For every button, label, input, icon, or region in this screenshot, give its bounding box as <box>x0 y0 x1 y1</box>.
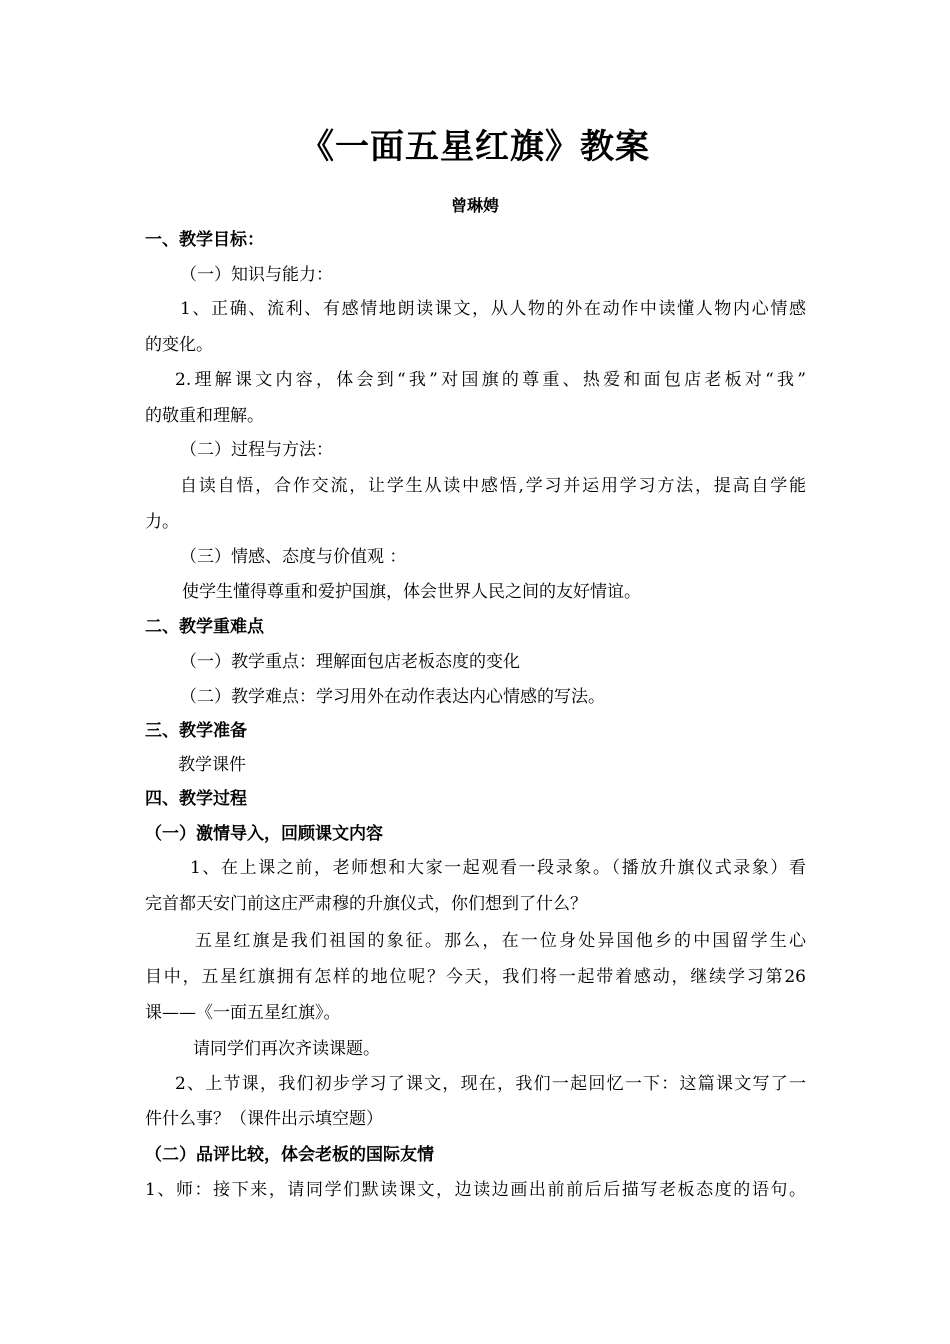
paragraph-line: 的变化。 <box>145 335 213 355</box>
paragraph-line: 完首都天安门前这庄严肃穆的升旗仪式，你们想到了什么？ <box>145 894 587 914</box>
paragraph-line: 课——《一面五星红旗》。 <box>145 1003 341 1023</box>
paragraph-line: 自读自悟，合作交流，让学生从读中感悟,学习并运用学习方法，提高自学能 <box>180 476 806 496</box>
section-heading-key-points: 二、教学重难点 <box>145 617 264 637</box>
paragraph-line: 1、正确、流利、有感情地朗读课文，从人物的外在动作中读懂人物内心情感 <box>180 299 806 319</box>
paragraph-line: （二）教学难点：学习用外在动作表达内心情感的写法。 <box>180 687 605 707</box>
section-heading-objectives: 一、教学目标： <box>145 230 264 250</box>
subheading-emotion: （三）情感、态度与价值观 ： <box>180 547 407 567</box>
paragraph-line: 件什么事？（课件出示填空题） <box>145 1109 383 1129</box>
document-author: 曾琳娉 <box>450 196 499 215</box>
paragraph-line: 1、在上课之前，老师想和大家一起观看一段录象。（播放升旗仪式录象）看 <box>190 858 806 878</box>
paragraph-line: 2、上节课，我们初步学习了课文，现在，我们一起回忆一下：这篇课文写了一 <box>175 1074 806 1094</box>
subsection-heading-compare: （二）品评比较，体会老板的国际友情 <box>145 1145 434 1165</box>
subsection-heading-intro: （一）激情导入，回顾课文内容 <box>145 824 383 844</box>
paragraph-line: 目中，五星红旗拥有怎样的地位呢？今天，我们将一起带着感动，继续学习第26 <box>145 967 806 987</box>
paragraph-line: 力。 <box>145 512 179 532</box>
paragraph-line: 的敬重和理解。 <box>145 406 264 426</box>
paragraph-line: 1、师：接下来，请同学们默读课文，边读边画出前前后后描写老板态度的语句。 <box>145 1180 806 1200</box>
paragraph-line: 2.理解课文内容，体会到“我”对国旗的尊重、热爱和面包店老板对“我” <box>175 370 806 390</box>
paragraph-line: 使学生懂得尊重和爱护国旗，体会世界人民之间的友好情谊。 <box>182 582 641 602</box>
paragraph-line: 五星红旗是我们祖国的象征。那么，在一位身处异国他乡的中国留学生心 <box>195 931 806 951</box>
section-heading-preparation: 三、教学准备 <box>145 721 247 741</box>
subheading-process: （二）过程与方法： <box>180 440 333 460</box>
document-title: 《一面五星红旗》教案 <box>300 127 650 167</box>
paragraph-line: 教学课件 <box>178 755 246 775</box>
paragraph-line: （一）教学重点：理解面包店老板态度的变化 <box>180 652 520 672</box>
section-heading-process: 四、教学过程 <box>145 789 247 809</box>
paragraph-line: 请同学们再次齐读课题。 <box>193 1039 380 1059</box>
subheading-knowledge: （一）知识与能力： <box>180 265 333 285</box>
